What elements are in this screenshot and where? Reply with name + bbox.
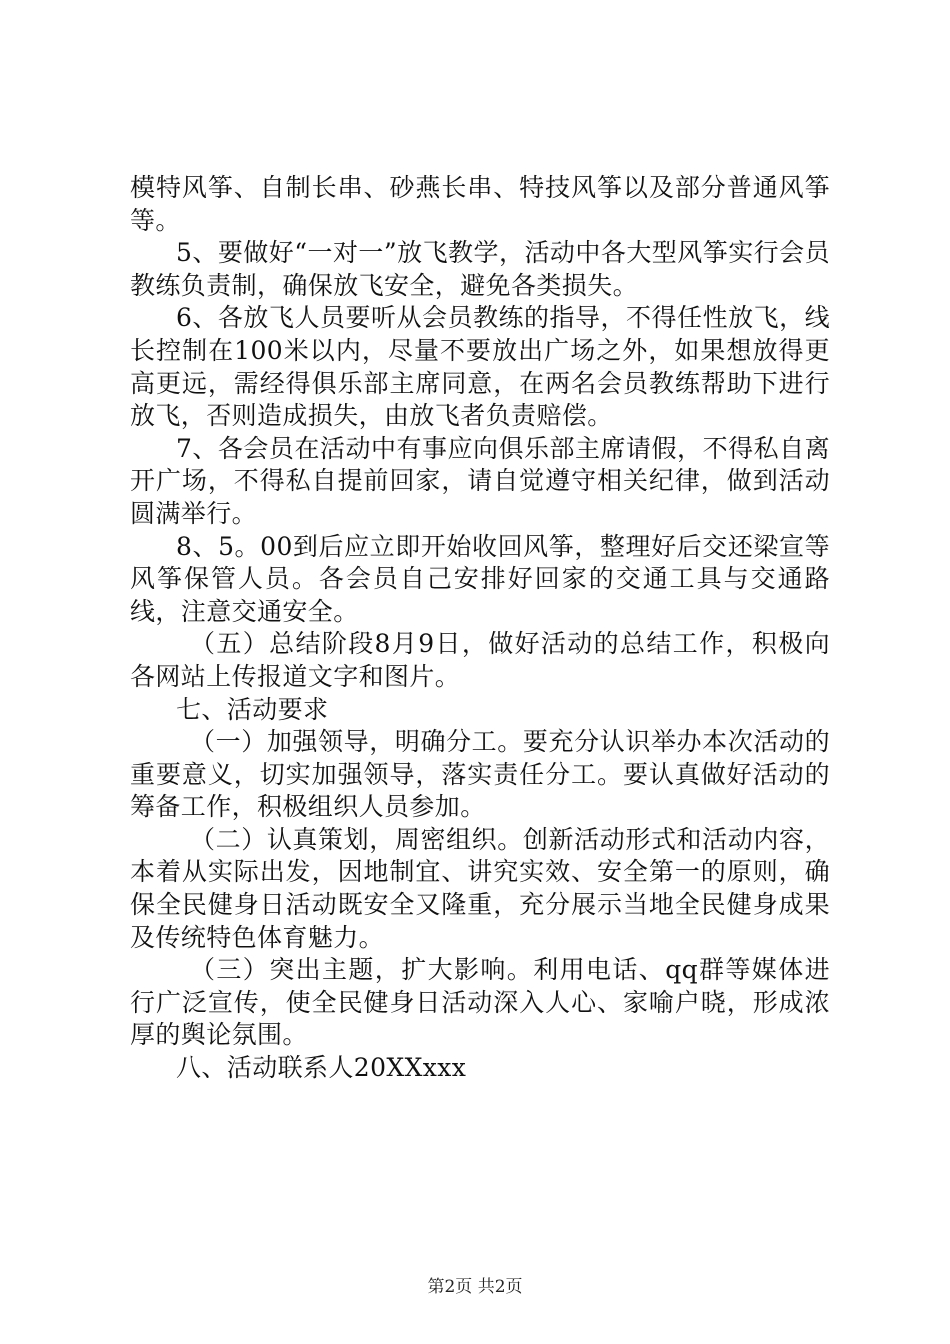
paragraph-kite-types: 模特风筝、自制长串、砂燕长串、特技风筝以及部分普通风筝等。: [130, 173, 830, 235]
paragraph-item-7: 7、各会员在活动中有事应向俱乐部主席请假，不得私自离开广场，不得私自提前回家，请自觉遵守相关纪律，做到活动圆满举行。: [130, 433, 830, 528]
page-number-footer: 第2页 共2页: [427, 1277, 523, 1297]
paragraph-summary-stage: （五）总结阶段8月9日，做好活动的总结工作，积极向各网站上传报道文字和图片。: [130, 629, 830, 691]
paragraph-item-6: 6、各放飞人员要听从会员教练的指导，不得任性放飞，线长控制在100米以内，尽量不要放出广场之外，如果想放得更高更远，需经得俱乐部主席同意，在两名会员教练帮助下进行放飞，否则造成损失，由放飞者负责赔偿。: [130, 303, 830, 431]
paragraph-item-8: 8、5。00到后应立即开始收回风筝，整理好后交还梁宣等风筝保管人员。各会员自己安排好回家的交通工具与交通路线，注意交通安全。: [130, 531, 830, 626]
section-heading-contact: 八、活动联系人20XXxxx: [176, 1053, 467, 1083]
paragraph-requirement-1: （一）加强领导，明确分工。要充分认识举办本次活动的重要意义，切实加强领导，落实责任分工。要认真做好活动的筹备工作，积极组织人员参加。: [130, 727, 830, 822]
section-heading-requirements: 七、活动要求: [176, 694, 329, 724]
paragraph-item-5: 5、要做好“一对一”放飞教学，活动中各大型风筝实行会员教练负责制，确保放飞安全，避免各类损失。: [130, 238, 830, 300]
paragraph-requirement-2: （二）认真策划，周密组织。创新活动形式和活动内容，本着从实际出发，因地制宜、讲究实效、安全第一的原则，确保全民健身日活动既安全又隆重，充分展示当地全民健身成果及传统特色体育魅力。: [130, 824, 830, 952]
document-body: [130, 172, 830, 1085]
paragraph-requirement-3: （三）突出主题，扩大影响。利用电话、qq群等媒体进行广泛宣传，使全民健身日活动深入人心、家喻户晓，形成浓厚的舆论氛围。: [130, 955, 830, 1050]
